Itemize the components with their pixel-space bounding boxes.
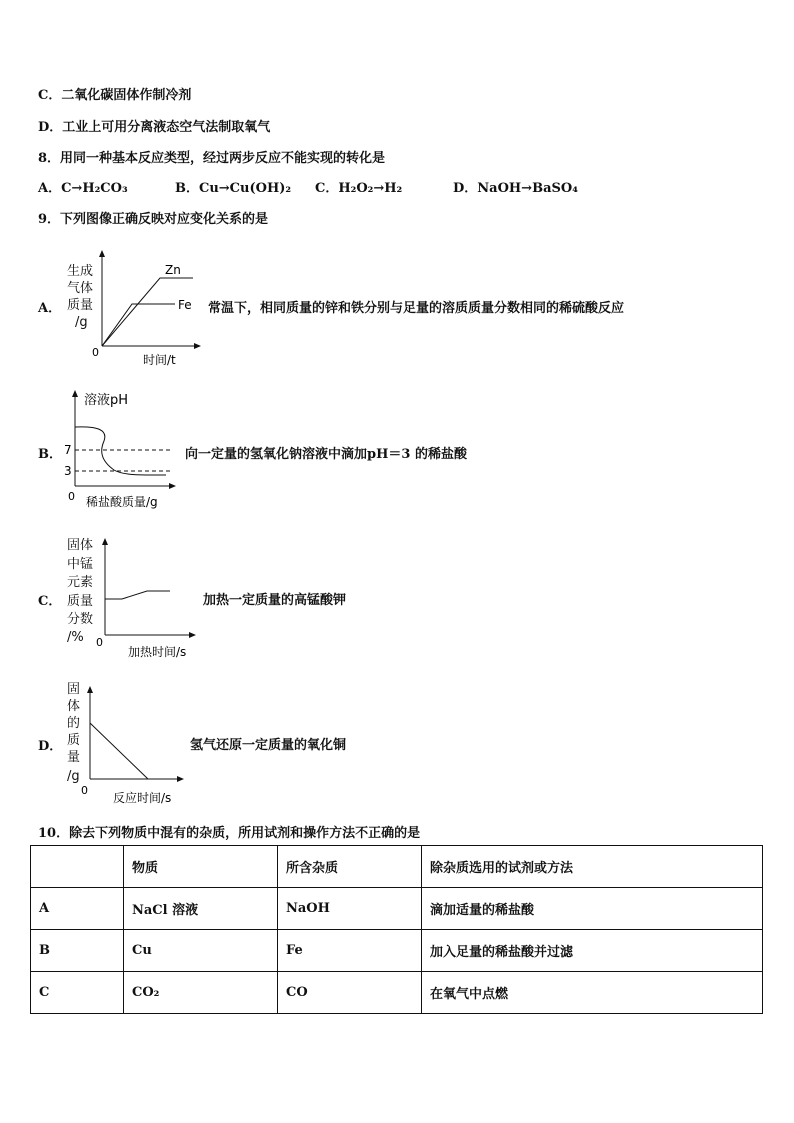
q9-option-d-label: D． [38,739,63,754]
graph-c-ylabel-4: 质量 [67,594,94,609]
question-8: 8．用同一种基本反应类型，经过两步反应不能实现的转化是 [38,151,386,166]
table-header-cell: 所含杂质 [278,846,422,888]
q8-option-a: A．C→H₂CO₃ [38,181,128,196]
table-cell: C [31,972,124,1014]
graph-d-ylabel-5: 量 [67,750,81,765]
graph-a-y-arrow [99,250,105,257]
graph-a-series-zn [102,278,193,346]
table-cell: NaCl 溶液 [124,888,278,930]
graph-d-origin: 0 [81,784,88,797]
table-row [31,930,763,972]
graph-c-xlabel: 加热时间/s [128,645,187,659]
graph-c [60,533,205,661]
option-d-text: D．工业上可用分离液态空气法制取氧气 [38,120,271,135]
graph-a-xlabel: 时间/t [143,353,176,367]
table-cell: 加入足量的稀盐酸并过滤 [422,930,763,972]
graph-a-ylabel-3: 质量 [67,298,94,313]
graph-d-ylabel-2: 体 [67,699,81,714]
q8-option-b: B．Cu→Cu(OH)₂ [175,181,292,196]
graph-d-ylabel-1: 固 [67,682,81,697]
graph-b [60,388,180,513]
graph-a-ylabel-1: 生成 [67,264,94,279]
graph-c-ylabel-6: /% [67,630,84,645]
graph-a-ylabel [67,263,93,330]
table-cell: 在氧气中点燃 [422,972,763,1014]
option-c-text: C．二氧化碳固体作制冷剂 [38,88,192,103]
table-cell: 滴加适量的稀盐酸 [422,888,763,930]
graph-a-ylabel-4: /g [75,315,88,330]
graph-d-line [90,723,148,779]
graph-b-xlabel: 稀盐酸质量/g [86,495,158,509]
table-header-cell: 除杂质选用的试剂或方法 [422,846,763,888]
table-row [31,972,763,1014]
table-cell: Fe [278,930,422,972]
graph-d [60,678,190,808]
table-cell: NaOH [278,888,422,930]
graph-d-ylabel-4: 质 [67,733,81,748]
graph-a-x-arrow [194,343,201,349]
question-10: 10．除去下列物质中混有的杂质，所用试剂和操作方法不正确的是 [38,826,421,841]
graph-b-tick-7: 7 [64,443,72,457]
graph-c-y-arrow [102,538,108,545]
graph-c-ylabel-3: 元素 [67,575,94,590]
graph-c-ylabel-2: 中锰 [67,557,94,572]
graph-d-ylabel [67,682,80,784]
question-9: 9．下列图像正确反映对应变化关系的是 [38,212,269,227]
q9-option-a-label: A． [38,301,62,316]
graph-b-tick-3: 3 [64,464,72,478]
graph-b-origin: 0 [68,490,75,503]
graph-a-legend-zn: Zn [165,263,181,277]
graph-a-legend-fe: Fe [178,298,192,312]
table-header-row [31,846,763,888]
q9-option-b-label: B． [38,447,62,462]
graph-c-origin: 0 [96,636,103,649]
graph-c-x-arrow [189,632,196,638]
graph-c-line [105,591,170,599]
table-cell: CO₂ [124,972,278,1014]
table-header-cell: 物质 [124,846,278,888]
table-cell: B [31,930,124,972]
graph-d-y-arrow [87,686,93,693]
graph-d-ylabel-6: /g [67,769,80,784]
table-header-cell [31,846,124,888]
graph-a-series-fe [102,304,175,346]
impurity-table [30,845,763,1014]
table-cell: Cu [124,930,278,972]
graph-a-origin: 0 [92,346,99,359]
table-cell: A [31,888,124,930]
q9-option-c-desc: 加热一定质量的高锰酸钾 [203,593,347,608]
graph-b-curve [75,427,166,475]
graph-b-x-arrow [169,483,176,489]
graph-b-y-arrow [72,390,78,397]
graph-c-ylabel-5: 分数 [67,612,94,627]
graph-d-x-arrow [177,776,184,782]
table-row [31,888,763,930]
q9-option-a-desc: 常温下，相同质量的锌和铁分别与足量的溶质质量分数相同的稀硫酸反应 [208,301,625,316]
q9-option-b-desc: 向一定量的氢氧化钠溶液中滴加pH＝3 的稀盐酸 [185,447,467,462]
graph-c-ylabel-1: 固体 [67,538,94,553]
graph-a [60,248,205,370]
graph-d-xlabel: 反应时间/s [113,791,172,805]
graph-c-ylabel [67,537,93,645]
graph-a-ylabel-2: 气体 [67,281,94,296]
q9-option-d-desc: 氢气还原一定质量的氧化铜 [190,738,347,753]
q9-option-c-label: C． [38,594,62,609]
table-cell: CO [278,972,422,1014]
graph-d-ylabel-3: 的 [67,716,81,731]
q8-option-c: C．H₂O₂→H₂ [315,181,403,196]
q8-option-d: D．NaOH→BaSO₄ [453,181,578,196]
graph-b-ylabel: 溶液pH [84,393,129,408]
